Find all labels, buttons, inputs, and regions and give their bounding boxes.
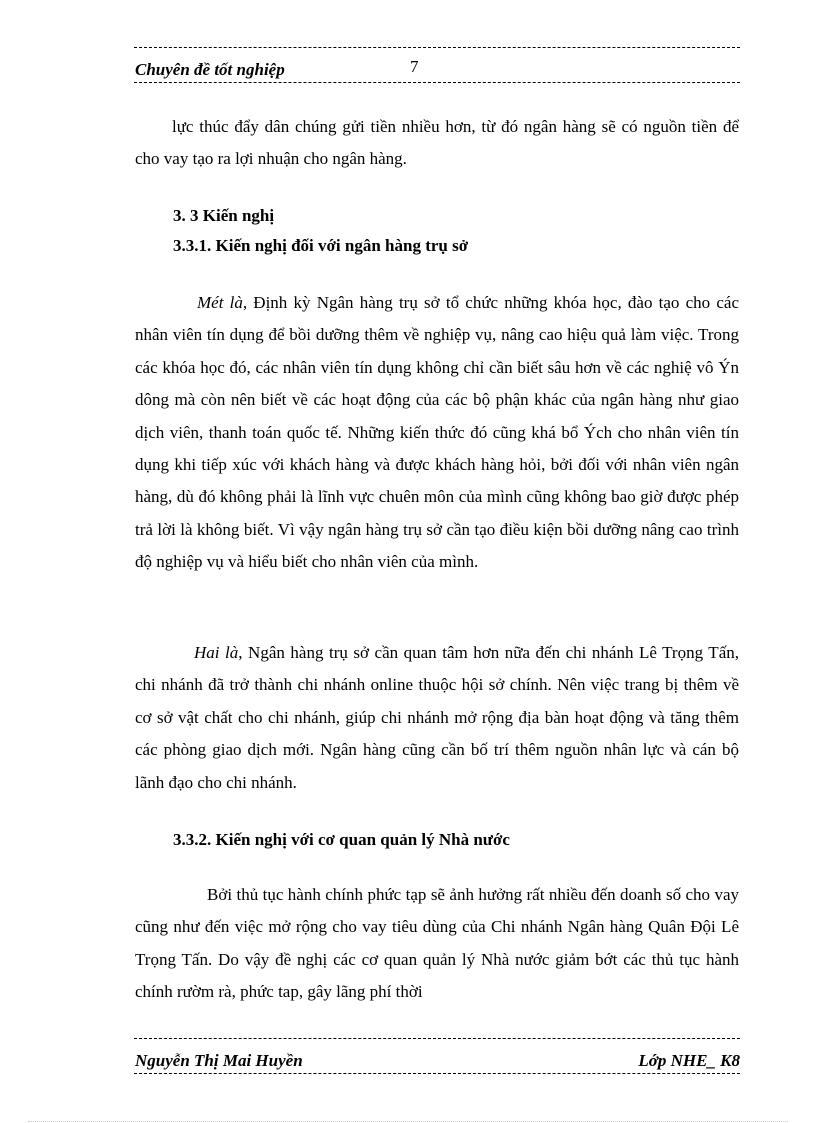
footer-class: Lớp NHE_ K8 <box>638 1051 740 1070</box>
footer-bottom-rule <box>134 1073 740 1074</box>
section-3-3-1-heading: 3.3.1. Kiến nghị đối với ngân hàng trụ sở <box>173 236 469 255</box>
header-top-rule <box>134 47 740 48</box>
paragraph-2-lead: Hai là <box>194 643 239 662</box>
footer-author: Nguyễn Thị Mai Huyền <box>135 1051 303 1070</box>
paragraph-2-text: , Ngân hàng trụ sở cần quan tâm hơn nữa đến chi nhánh Lê Trọng Tấn, chi nhánh đã trở thành chi nhánh online thuộc hội sở chính. Nên việc trang bị thêm về cơ sở vật chất cho chi nhánh, giúp chi nhánh mở rộng địa bàn hoạt động và tăng thêm các phòng giao dịch mới. Ngân hàng cũng cần bố trí thêm nguồn nhân lực và cán bộ lãnh đạo cho chi nhánh. <box>135 643 739 792</box>
section-3-3-heading: 3. 3 Kiến nghị <box>173 206 275 225</box>
intro-paragraph-text: lực thúc đẩy dân chúng gửi tiền nhiều hơn, từ đó ngân hàng sẽ có nguồn tiền để cho vay tạo ra lợi nhuận cho ngân hàng. <box>135 117 739 169</box>
intro-paragraph <box>135 111 739 176</box>
paragraph-1-lead: Mét là <box>197 293 243 312</box>
paragraph-1-text: , Định kỳ Ngân hàng trụ sở tổ chức những khóa học, đào tạo cho các nhân viên tín dụng để bồi dưỡng thêm về nghiệp vụ, nâng cao hiệu quả làm việc. Trong các khóa học đó, các nhân viên tín dụng không chỉ cần biết sâu hơn về các nghiệ vô Ýn dông mà còn nên biết về các hoạt động của các bộ phận khác của ngân hàng như giao dịch viên, thanh toán quốc tế. Những kiến thức đó cũng khá bổ Ých cho nhân viên tín dụng khi tiếp xúc với khách hàng và được khách hàng hỏi, bởi đối với nhân viên ngân hàng, dù đó không phải là lĩnh vực chuên môn của mình cũng không bao giờ được phép trả lời là không biết. Vì vậy ngân hàng trụ sở cần tạo điều kiện bồi dưỡng nâng cao trình độ nghiệp vụ và hiểu biết cho nhân viên của mình. <box>135 293 740 572</box>
page-number: 7 <box>410 57 419 76</box>
section-3-3-2-paragraph-1 <box>135 879 739 1009</box>
header-bottom-rule <box>134 82 740 83</box>
header-title: Chuyên đề tốt nghiệp <box>135 60 285 79</box>
section-3-3-1-paragraph-2 <box>135 637 739 799</box>
section-3-3-2-paragraph-text: Bởi thủ tục hành chính phức tạp sẽ ảnh hưởng rất nhiều đến doanh số cho vay cũng như đến việc mở rộng cho vay tiêu dùng của Chi nhánh Ngân hàng Quân Đội Lê Trọng Tấn. Do vậy đề nghị các cơ quan quản lý Nhà nước giảm bớt các thủ tục hành chính rườm rà, phức tap, gây lãng phí thời <box>135 885 739 1002</box>
section-3-3-1-paragraph-1 <box>135 287 739 579</box>
section-3-3-2-heading: 3.3.2. Kiến nghị với cơ quan quản lý Nhà nước <box>173 830 510 849</box>
footer-top-rule <box>134 1038 740 1039</box>
page-edge-dots <box>28 1121 788 1122</box>
